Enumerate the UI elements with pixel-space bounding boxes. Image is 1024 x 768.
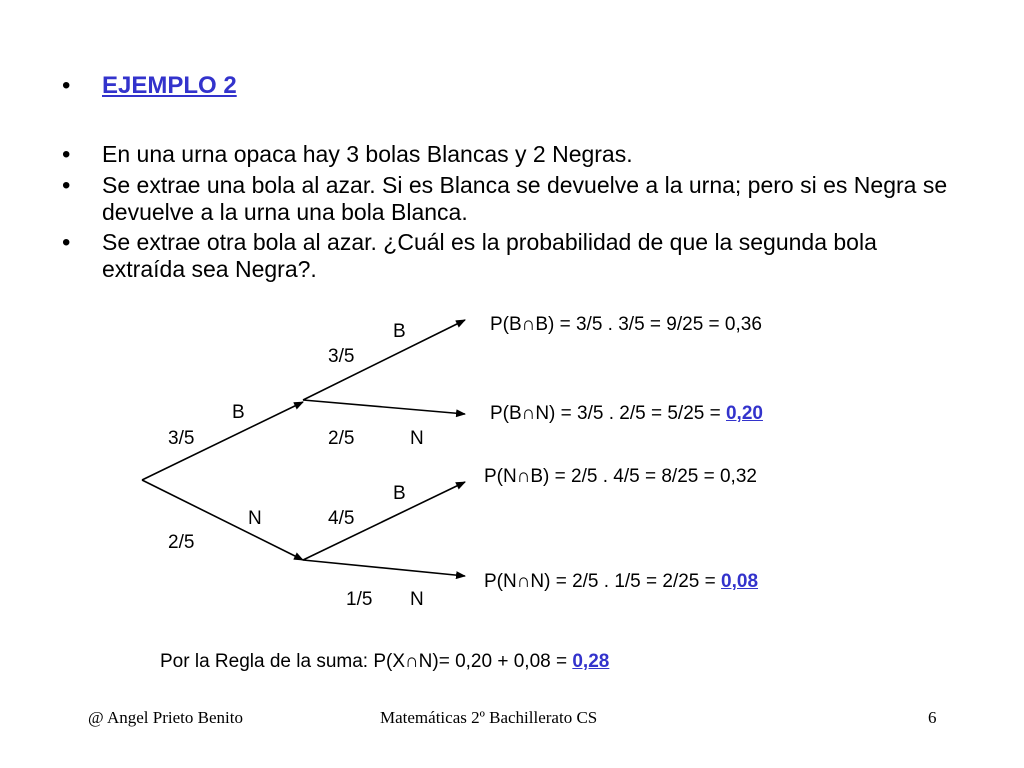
prob-label-root-N: 2/5 (168, 532, 195, 553)
branch-B-N (303, 400, 465, 414)
node-label-N: N (248, 508, 262, 529)
footer-page-number: 6 (928, 708, 937, 727)
node-label-B: B (232, 402, 245, 423)
result-NN-expr: P(N∩N) = 2/5 . 1/5 = 2/25 = (484, 571, 722, 592)
prob-label-root-B: 3/5 (168, 428, 195, 449)
result-BN-expr: P(B∩N) = 3/5 . 2/5 = 5/25 = (490, 403, 726, 424)
bullet-glyph: • (62, 72, 71, 99)
branch-root-B (142, 402, 303, 480)
sum-rule-text: Por la Regla de la suma: P(X∩N)= 0,20 + 0,08 = (160, 651, 573, 672)
bullet-glyph: • (62, 172, 71, 199)
branch-N-N (303, 560, 465, 576)
result-NB (484, 466, 757, 488)
prob-label-B-B: 3/5 (328, 346, 355, 367)
bullet-text-1: En una urna opaca hay 3 bolas Blancas y 2 Negras. (102, 141, 633, 167)
prob-label-N-B: 4/5 (328, 508, 355, 529)
bullet-text-3: Se extrae otra bola al azar. ¿Cuál es la probabilidad de que la segunda bola extraída sea Negra?. (102, 229, 877, 282)
node-label-N-N: N (410, 589, 424, 610)
footer-author: @ Angel Prieto Benito (88, 708, 243, 727)
sum-rule-value: 0,28 (572, 651, 610, 672)
result-NN-value: 0,08 (721, 571, 759, 592)
result-BN-value: 0,20 (725, 403, 763, 424)
prob-label-N-N: 1/5 (346, 589, 373, 610)
node-label-B-N: N (410, 428, 424, 449)
bullet-glyph: • (62, 229, 71, 256)
branch-root-N (142, 480, 303, 560)
sum-rule (160, 651, 609, 673)
node-label-B-B: B (393, 321, 406, 342)
bullet-text-2: Se extrae una bola al azar. Si es Blanca se devuelve a la urna; pero si es Negra se devuelve a la urna una bola Blanca. (102, 172, 948, 225)
result-NB-expr: P(N∩B) = 2/5 . 4/5 = 8/25 = 0,32 (484, 466, 757, 487)
result-NN (484, 571, 758, 593)
footer-course: Matemáticas 2º Bachillerato CS (380, 708, 598, 727)
result-BB-expr: P(B∩B) = 3/5 . 3/5 = 9/25 = 0,36 (490, 314, 762, 335)
result-BN (490, 403, 763, 425)
slide-title: EJEMPLO 2 (102, 72, 237, 99)
node-label-N-B: B (393, 483, 406, 504)
bullet-glyph: • (62, 141, 71, 168)
prob-label-B-N: 2/5 (328, 428, 355, 449)
result-BB (490, 314, 762, 336)
